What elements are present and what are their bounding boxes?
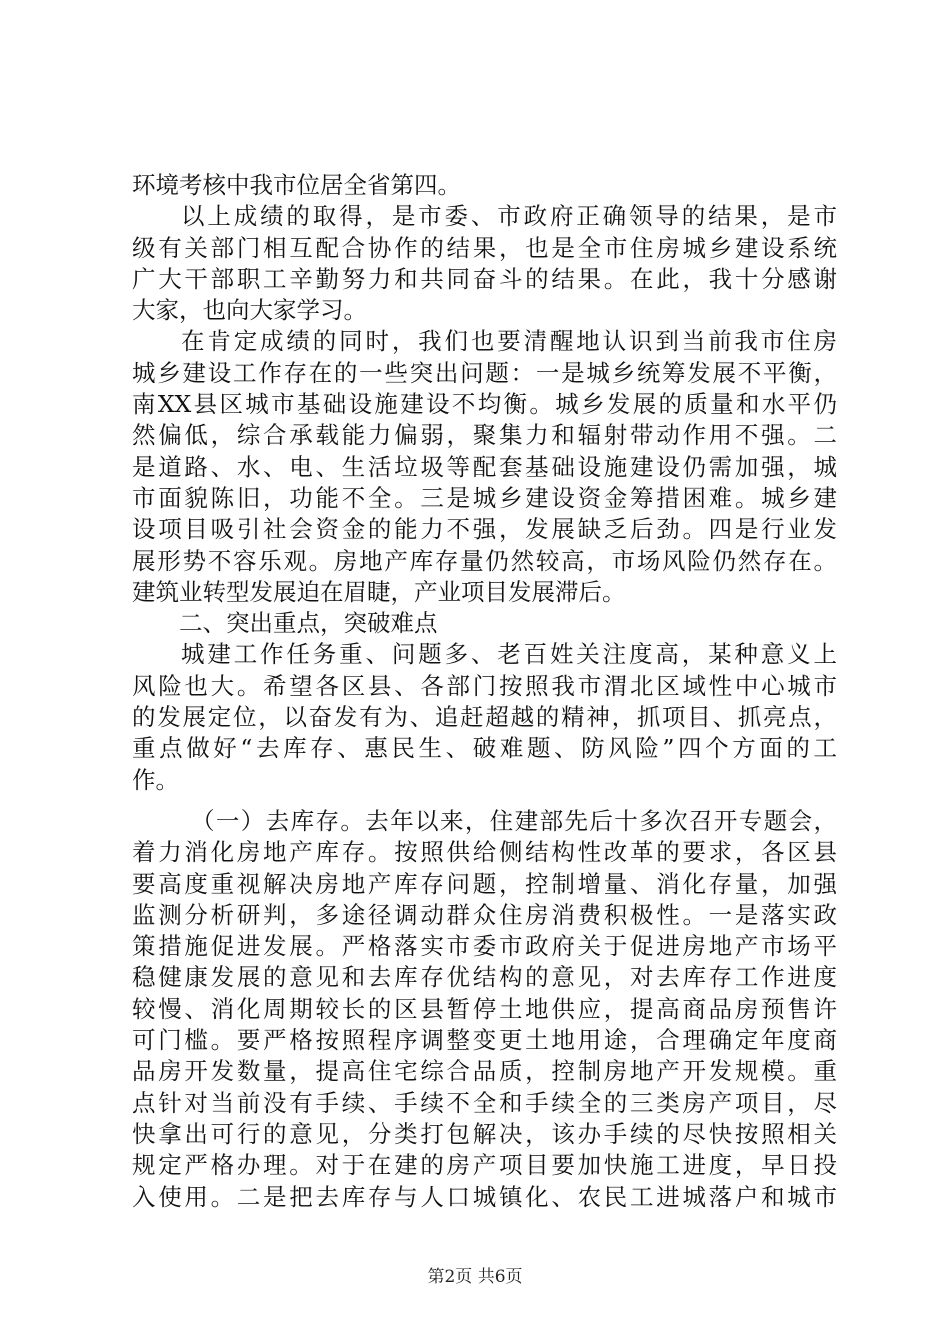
text-line: 级有关部门相互配合协作的结果，也是全市住房城乡建设系统 — [132, 233, 837, 262]
text-line: 的发展定位，以奋发有为、追赶超越的精神，抓项目、抓亮点， — [132, 703, 837, 732]
text-line: 大家，也向大家学习。 — [132, 296, 367, 325]
text-line: 快拿出可行的意见，分类打包解决，该办手续的尽快按照相关 — [132, 1119, 837, 1148]
text-line: 城建工作任务重、问题多、老百姓关注度高，某种意义上 — [181, 640, 837, 669]
text-line: 重点做好“去库存、惠民生、破难题、防风险”四个方面的工 — [132, 734, 837, 763]
text-line: 着力消化房地产库存。按照供给侧结构性改革的要求，各区县 — [132, 838, 837, 867]
document-body — [132, 170, 837, 1213]
text-line: 策措施促进发展。严格落实市委市政府关于促进房地产市场平 — [132, 932, 837, 961]
paragraph-gap — [132, 796, 837, 806]
text-line: 环境考核中我市位居全省第四。 — [132, 171, 461, 199]
text-line: 入使用。二是把去库存与人口城镇化、农民工进城落户和城市 — [132, 1182, 837, 1211]
text-line: 可门槛。要严格按照程序调整变更土地用途，合理确定年度商 — [132, 1026, 837, 1055]
text-line: 监测分析研判，多途径调动群众住房消费积极性。一是落实政 — [132, 900, 837, 929]
text-line: 建筑业转型发展迫在眉睫，产业项目发展滞后。 — [132, 577, 626, 606]
text-line: 风险也大。希望各区县、各部门按照我市渭北区域性中心城市 — [132, 671, 837, 700]
text-line: 品房开发数量，提高住宅综合品质，控制房地产开发规模。重 — [132, 1057, 837, 1086]
text-line: 较慢、消化周期较长的区县暂停土地供应，提高商品房预售许 — [132, 994, 837, 1023]
text-line: 规定严格办理。对于在建的房产项目要加快施工进度，早日投 — [132, 1151, 837, 1180]
text-line: 展形势不容乐观。房地产库存量仍然较高，市场风险仍然存在。 — [132, 546, 837, 575]
text-line: 市面貌陈旧，功能不全。三是城乡建设资金筹措困难。城乡建 — [132, 483, 837, 512]
text-line: 要高度重视解决房地产库存问题，控制增量、消化存量，加强 — [132, 869, 837, 898]
page-footer: 第2页 共6页 — [427, 1267, 523, 1287]
text-line: 设项目吸引社会资金的能力不强，发展缺乏后劲。四是行业发 — [132, 515, 837, 544]
text-line: （一）去库存。去年以来，住建部先后十多次召开专题会， — [191, 806, 837, 835]
text-line: 作。 — [132, 765, 179, 794]
text-line: 以上成绩的取得，是市委、市政府正确领导的结果，是市 — [181, 202, 837, 231]
text-line: 城乡建设工作存在的一些突出问题：一是城乡统筹发展不平衡， — [132, 358, 837, 387]
text-line: 是道路、水、电、生活垃圾等配套基础设施建设仍需加强，城 — [132, 452, 837, 481]
text-line: 稳健康发展的意见和去库存优结构的意见，对去库存工作进度 — [132, 963, 837, 992]
text-line: 在肯定成绩的同时，我们也要清醒地认识到当前我市住房 — [181, 327, 837, 356]
text-line: 二、突出重点，突破难点 — [179, 609, 438, 638]
text-line: 点针对当前没有手续、手续不全和手续全的三类房产项目，尽 — [132, 1088, 837, 1117]
text-line: 南XX县区城市基础设施建设不均衡。城乡发展的质量和水平仍 — [132, 390, 837, 419]
text-line: 然偏低，综合承载能力偏弱，聚集力和辐射带动作用不强。二 — [132, 421, 837, 450]
text-line: 广大干部职工辛勤努力和共同奋斗的结果。在此，我十分感谢 — [132, 264, 837, 293]
